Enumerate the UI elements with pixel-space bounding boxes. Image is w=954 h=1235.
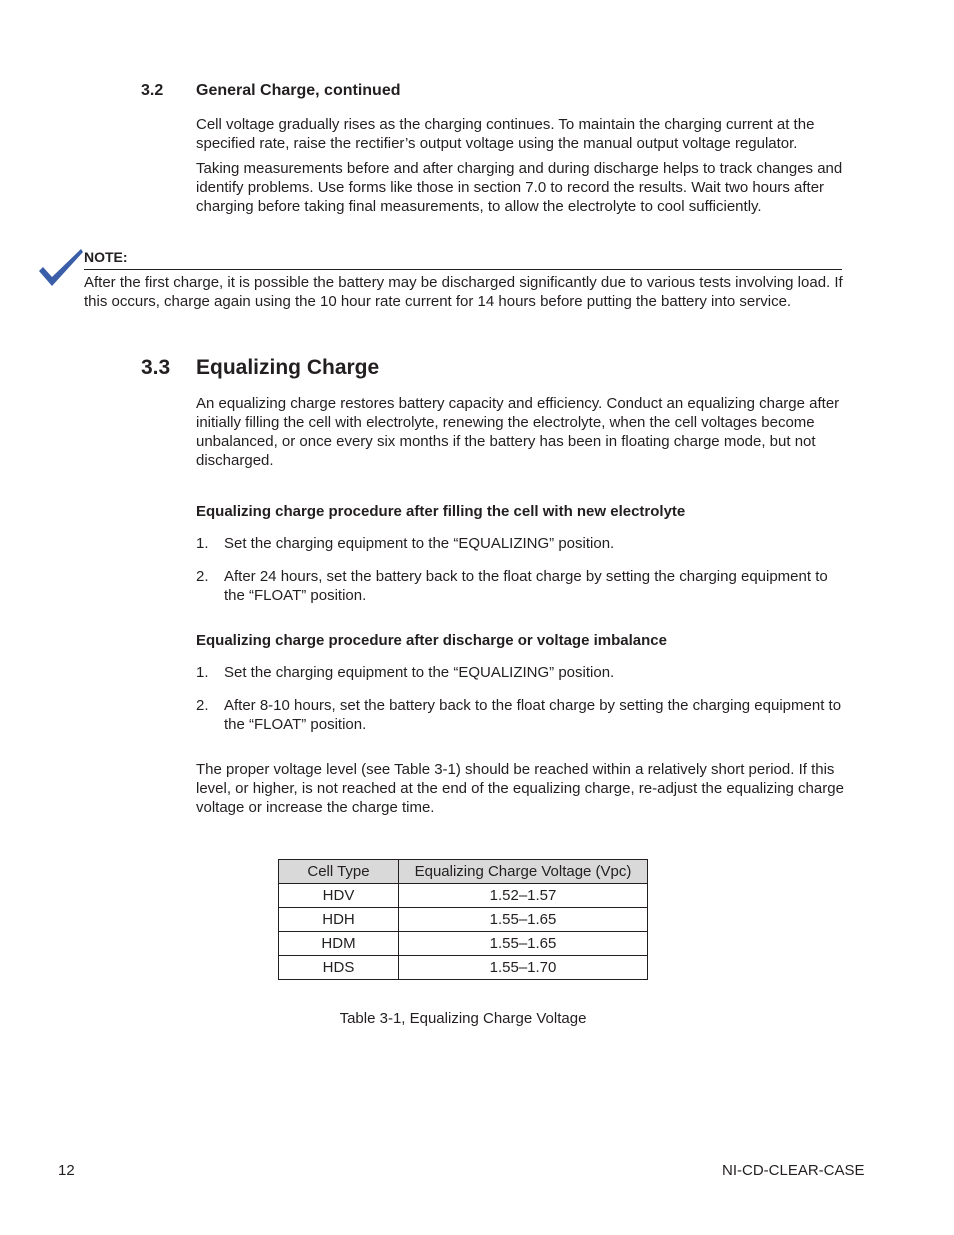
list-number: 1. [196, 535, 209, 552]
list-item: Set the charging equipment to the “EQUALIZING” position. [224, 535, 615, 552]
list-number: 1. [196, 664, 209, 681]
table-cell: 1.55–1.65 [399, 932, 648, 956]
table-row [279, 932, 648, 956]
table-row [279, 908, 648, 932]
paragraph: An equalizing charge restores battery capacity and efficiency. Conduct an equalizing charge after initially filling the cell with electrolyte, renewing the electrolyte, when the cell voltages become unbalanced, or once every six months if the battery has been in floating charge mode, but not discharged. [196, 395, 840, 469]
list-number: 2. [196, 697, 209, 714]
table-cell: HDS [279, 956, 399, 980]
table-cell: HDM [279, 932, 399, 956]
list-item: After 24 hours, set the battery back to the float charge by setting the charging equipment to the “FLOAT” position. [224, 568, 828, 604]
procedure-heading: Equalizing charge procedure after filling the cell with new electrolyte [196, 503, 686, 520]
table-header-cell: Equalizing Charge Voltage (Vpc) [399, 860, 648, 884]
note-label: NOTE: [84, 249, 128, 265]
table-header-row [279, 860, 648, 884]
note-text: After the first charge, it is possible the battery may be discharged significantly due to various tests involving load. If this occurs, charge again using the 10 hour rate current for 14 hours before putting the battery into service. [84, 274, 843, 310]
procedure-heading: Equalizing charge procedure after discharge or voltage imbalance [196, 632, 667, 649]
section-number: 3.2 [141, 82, 164, 99]
checkmark-icon [37, 247, 85, 289]
table-cell: 1.55–1.70 [399, 956, 648, 980]
table-cell: 1.52–1.57 [399, 884, 648, 908]
voltage-table [278, 859, 648, 980]
paragraph: The proper voltage level (see Table 3-1) should be reached within a relatively short period. If this level, or higher, is not reached at the end of the equalizing charge, re-adjust the equalizing charge voltage or increase the charge time. [196, 761, 844, 816]
paragraph: Cell voltage gradually rises as the charging continues. To maintain the charging current at the specified rate, raise the rectifier’s output voltage using the manual output voltage regulator. [196, 116, 815, 152]
section-number: 3.3 [141, 356, 171, 379]
note-divider [84, 269, 842, 270]
paragraph: Taking measurements before and after charging and during discharge helps to track changes and identify problems. Use forms like those in section 7.0 to record the results. Wait two hours after charging before taking final measurements, to allow the electrolyte to cool sufficiently. [196, 160, 843, 215]
page-number: 12 [58, 1162, 75, 1179]
table-row [279, 956, 648, 980]
list-item: Set the charging equipment to the “EQUALIZING” position. [224, 664, 615, 681]
list-number: 2. [196, 568, 209, 585]
section-title: General Charge, continued [196, 82, 401, 99]
table-row [279, 884, 648, 908]
document-id: NI-CD-CLEAR-CASE [722, 1162, 865, 1179]
table-cell: HDV [279, 884, 399, 908]
section-title: Equalizing Charge [196, 356, 380, 379]
table-cell: HDH [279, 908, 399, 932]
table-caption: Table 3-1, Equalizing Charge Voltage [339, 1010, 587, 1027]
table-cell: 1.55–1.65 [399, 908, 648, 932]
list-item: After 8-10 hours, set the battery back to the float charge by setting the charging equipment to the “FLOAT” position. [224, 697, 842, 733]
table-header-cell: Cell Type [279, 860, 399, 884]
